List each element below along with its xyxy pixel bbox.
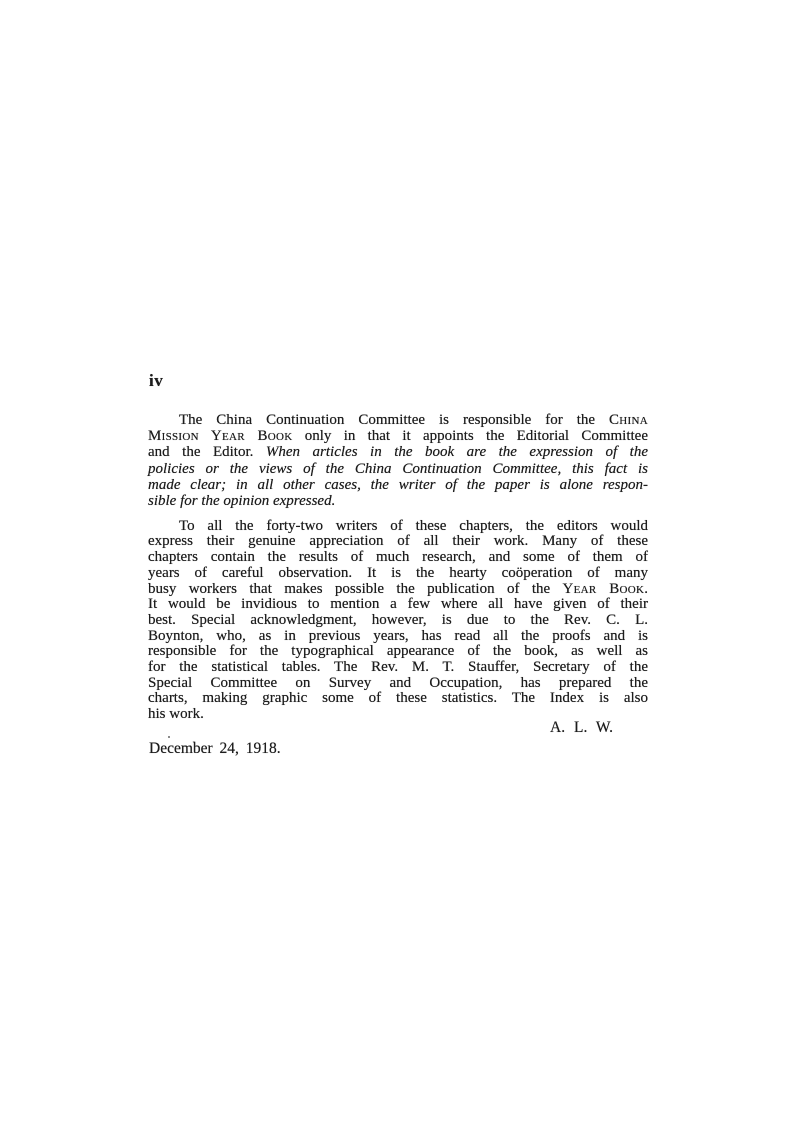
line-segment: busy workers that makes possible the publication of the <box>148 580 563 597</box>
text-line <box>148 597 648 613</box>
line-segment: years of careful observation. It is the hearty coöperation of many <box>148 564 648 581</box>
signature-initials: A. L. W. <box>550 719 613 736</box>
line-segment-italic: When articles in the book are the expression of the <box>265 444 648 461</box>
line-segment-smallcaps: Year Book <box>562 580 645 597</box>
text-line <box>148 566 648 582</box>
line-segment: and the Editor. <box>148 444 266 461</box>
text-line <box>148 644 648 660</box>
line-segment: The China Continuation Committee is responsible for the <box>179 412 609 428</box>
line-segment: It would be invidious to mention a few where all have given of their <box>148 596 648 613</box>
text-line <box>148 550 648 566</box>
text-line <box>148 493 648 509</box>
text-line <box>148 582 648 598</box>
text-line <box>148 477 648 493</box>
line-segment-smallcaps: China <box>609 412 648 428</box>
line-segment: Boynton, who, as in previous years, has read all the proofs and is <box>148 627 648 644</box>
page-number: iv <box>149 371 164 390</box>
text-line <box>148 444 648 460</box>
line-segment-italic: made clear; in all other cases, the writer of the paper is alone respon- <box>148 476 648 493</box>
line-segment-smallcaps: Mission Year Book <box>148 428 293 445</box>
line-segment: Special Committee on Survey and Occupation, has prepared the <box>148 674 648 691</box>
text-line <box>148 629 648 645</box>
line-segment: To all the forty-two writers of these chapters, the editors would <box>179 517 648 534</box>
line-segment: for the statistical tables. The Rev. M. T. Stauffer, Secretary of the <box>148 659 648 676</box>
text-line <box>148 660 648 676</box>
text-line <box>148 461 648 477</box>
line-segment: chapters contain the results of much research, and some of them of <box>148 549 648 566</box>
paragraph-disclaimer <box>148 412 648 509</box>
line-segment: only in that it appoints the Editorial Committee <box>292 428 649 445</box>
line-segment: . <box>644 580 648 597</box>
text-line <box>148 534 648 550</box>
line-segment-italic: sible for the opinion expressed. <box>148 493 336 510</box>
text-line <box>148 428 648 444</box>
line-segment: best. Special acknowledgment, however, is due to the Rev. C. L. <box>148 611 648 628</box>
paragraph-acknowledgments <box>148 519 648 723</box>
line-segment: express their genuine appreciation of all their work. Many of these <box>148 533 648 550</box>
text-line <box>148 412 648 428</box>
text-line <box>148 519 648 535</box>
line-segment: charts, making graphic some of these statistics. The Index is also <box>148 690 648 707</box>
text-line <box>148 691 648 707</box>
line-segment: responsible for the typographical appearance of the book, as well as <box>148 643 648 660</box>
date-line: December 24, 1918. <box>149 740 281 757</box>
line-segment: his work. <box>148 706 204 723</box>
text-line <box>148 676 648 692</box>
text-block <box>148 412 648 723</box>
text-line <box>148 613 648 629</box>
line-segment-italic: policies or the views of the China Continuation Committee, this fact is <box>148 460 648 477</box>
scan-artifact-dot <box>168 736 170 738</box>
